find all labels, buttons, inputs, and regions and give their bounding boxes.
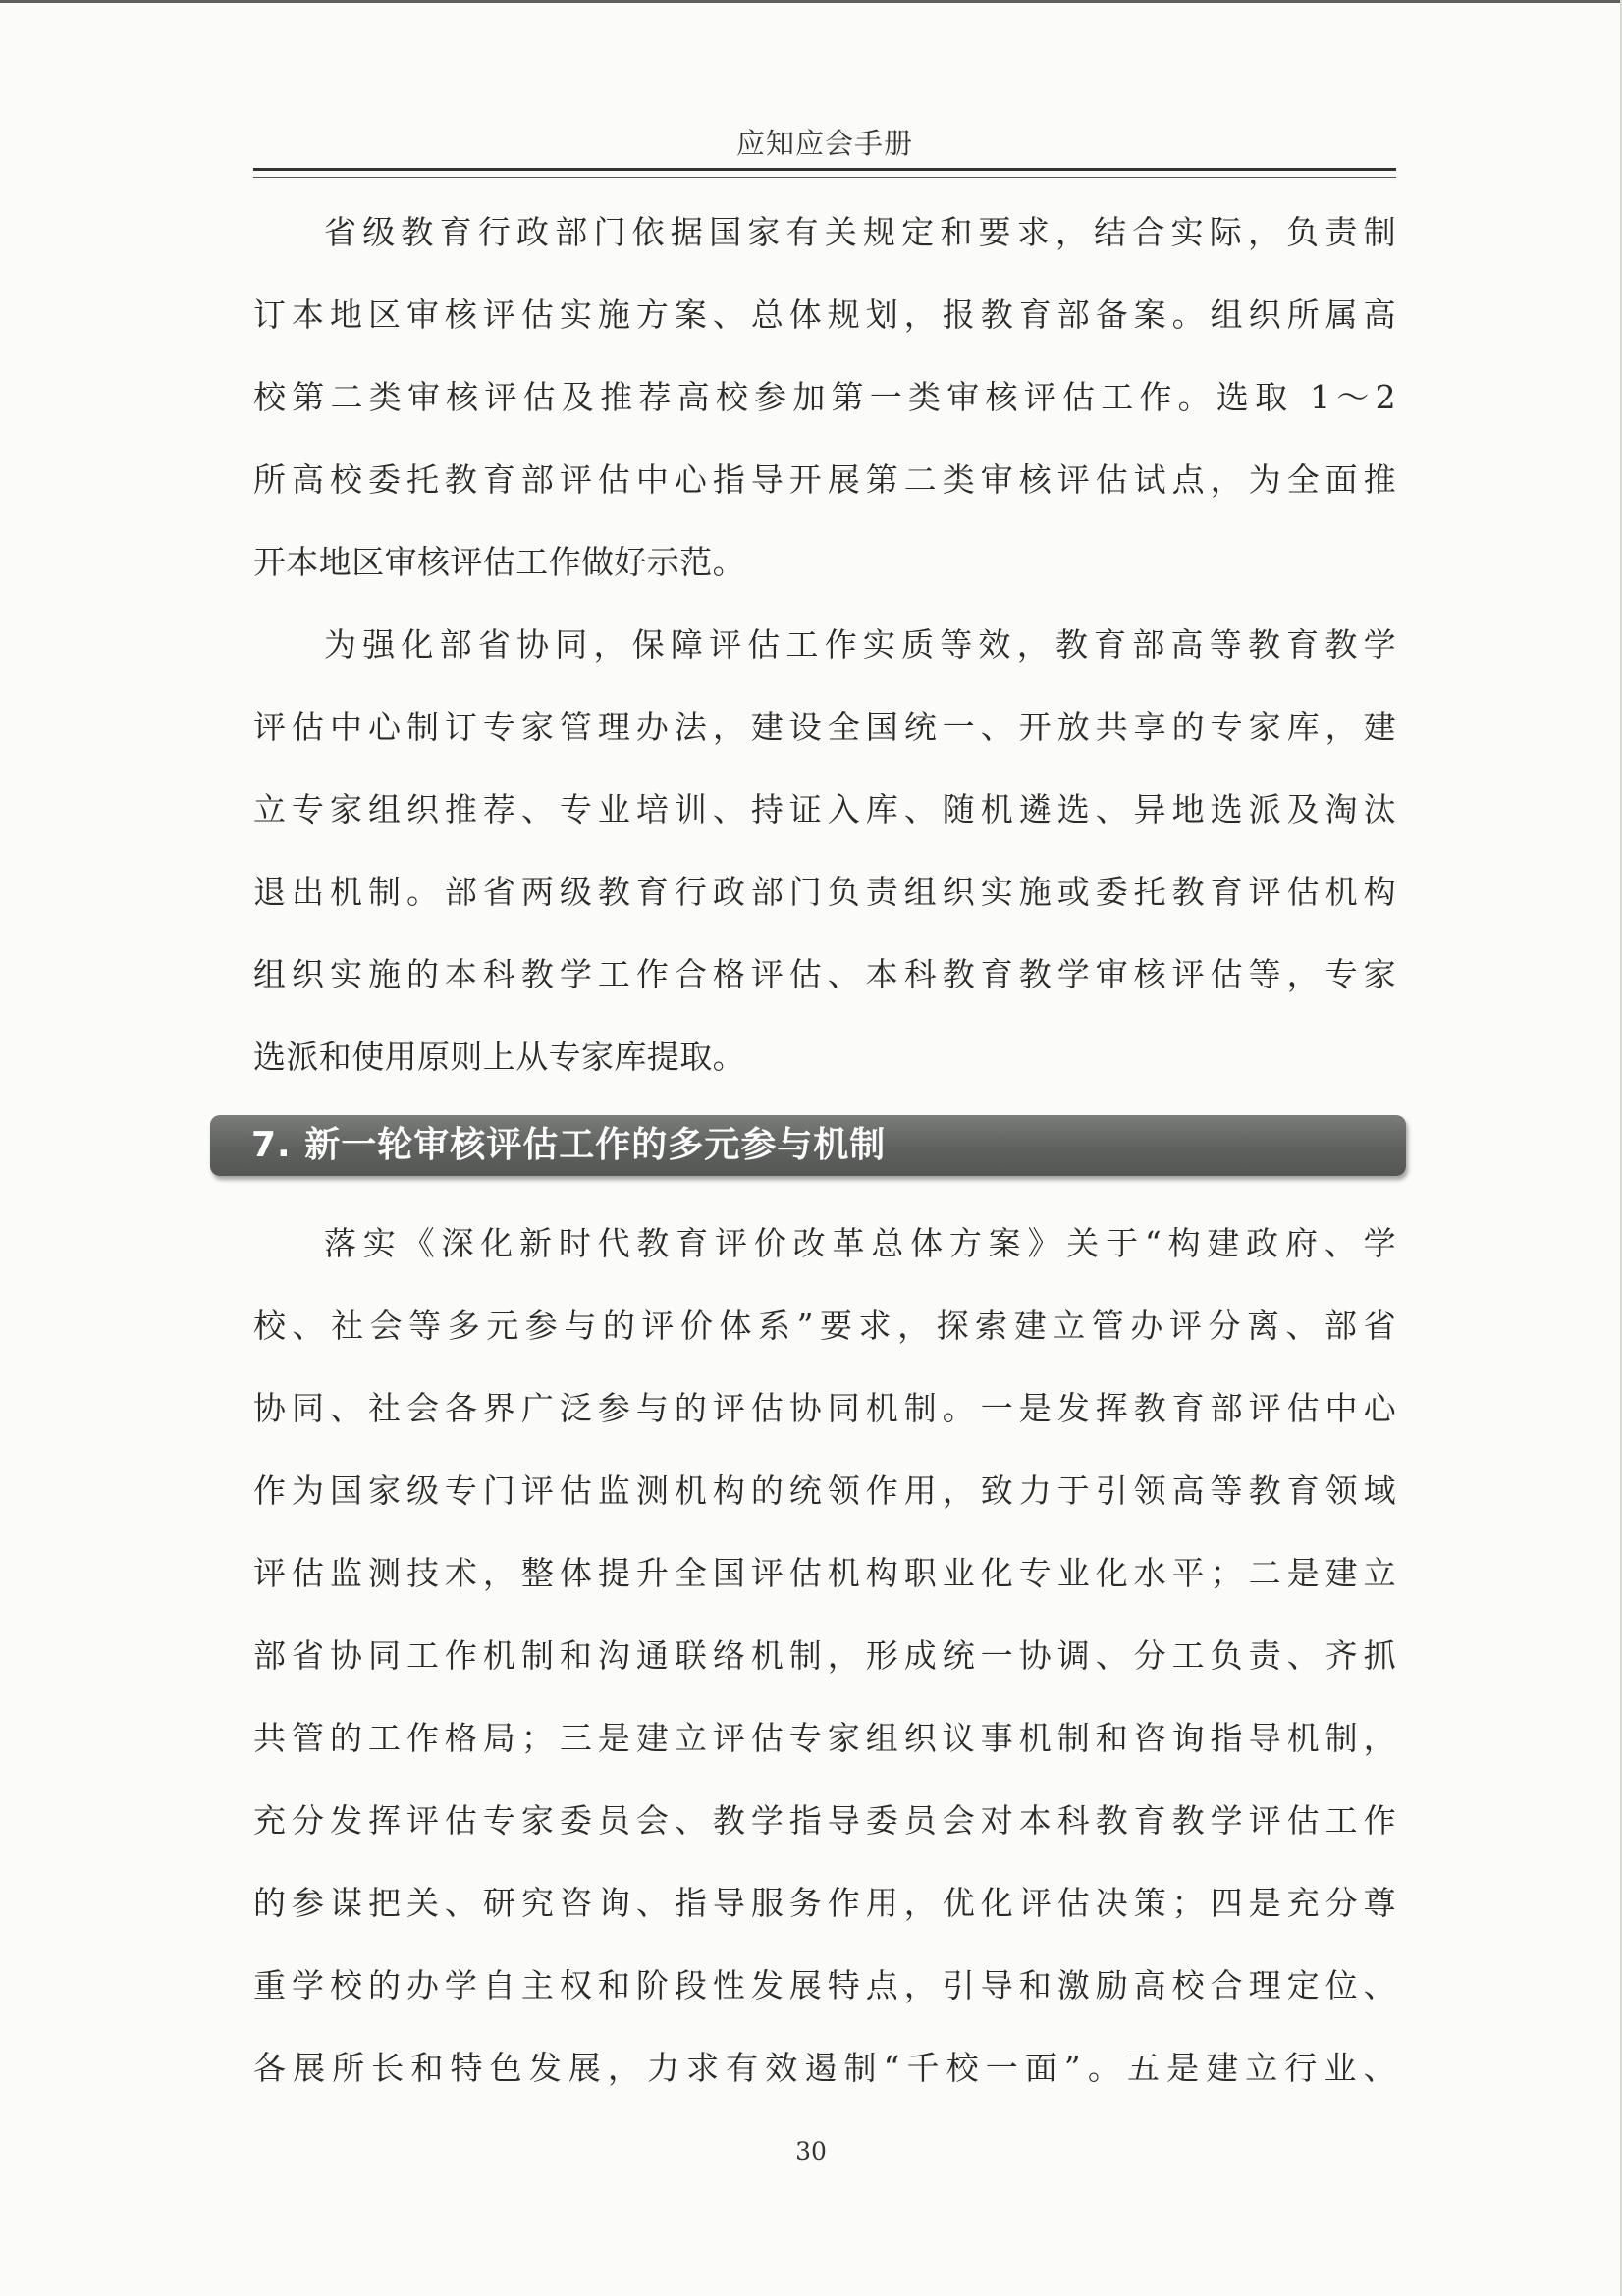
scan-edge-top <box>0 0 1622 3</box>
paragraph-line: 评估中心制订专家管理办法，建设全国统一、开放共享的专家库，建 <box>253 708 1396 746</box>
paragraph-line: 开本地区审核评估工作做好示范。 <box>253 543 745 581</box>
paragraph-provincial-responsibility <box>253 191 1396 604</box>
paragraph-line: 省级教育行政部门依据国家有关规定和要求，结合实际，负责制 <box>324 213 1396 251</box>
paragraph-line: 落实《深化新时代教育评价改革总体方案》关于“构建政府、学 <box>324 1224 1396 1262</box>
paragraph-line: 的参谋把关、研究咨询、指导服务作用，优化评估决策；四是充分尊 <box>253 1884 1396 1922</box>
paragraph-line: 所高校委托教育部评估中心指导开展第二类审核评估试点，为全面推 <box>253 460 1396 499</box>
paragraph-line: 各展所长和特色发展，力求有效遏制“千校一面”。五是建立行业、 <box>253 2049 1396 2087</box>
paragraph-line: 退出机制。部省两级教育行政部门负责组织实施或委托教育评估机构 <box>253 873 1396 911</box>
paragraph-line: 作为国家级专门评估监测机构的统领作用，致力于引领高等教育领域 <box>253 1471 1396 1510</box>
paragraph-line: 评估监测技术，整体提升全国评估机构职业化专业化水平；二是建立 <box>253 1554 1396 1592</box>
running-header-title: 应知应会手册 <box>735 127 913 160</box>
paragraph-line: 校、社会等多元参与的评价体系”要求，探索建立管办评分离、部省 <box>253 1307 1396 1345</box>
header-rule-thin <box>253 177 1396 178</box>
paragraph-line: 校第二类审核评估及推荐高校参加第一类审核评估工作。选取 1～2 <box>253 378 1396 416</box>
paragraph-line: 选派和使用原则上从专家库提取。 <box>253 1038 745 1076</box>
section-heading: 7. 新一轮审核评估工作的多元参与机制 <box>210 1115 1406 1176</box>
paragraph-multi-participation <box>253 1202 1396 2109</box>
paragraph-line: 部省协同工作机制和沟通联络机制，形成统一协调、分工负责、齐抓 <box>253 1636 1396 1675</box>
paragraph-line: 协同、社会各界广泛参与的评估协同机制。一是发挥教育部评估中心 <box>253 1389 1396 1427</box>
paragraph-line: 立专家组织推荐、专业培训、持证入库、随机遴选、异地选派及淘汰 <box>253 790 1396 828</box>
paragraph-line: 为强化部省协同，保障评估工作实质等效，教育部高等教育教学 <box>324 625 1396 664</box>
paragraph-line: 共管的工作格局；三是建立评估专家组织议事机制和咨询指导机制， <box>253 1719 1396 1757</box>
header-rule-thick <box>253 168 1396 171</box>
paragraph-line: 充分发挥评估专家委员会、教学指导委员会对本科教育教学评估工作 <box>253 1801 1396 1840</box>
paragraph-line: 订本地区审核评估实施方案、总体规划，报教育部备案。组织所属高 <box>253 295 1396 334</box>
page-number: 30 <box>795 2137 827 2165</box>
paragraph-line: 组织实施的本科教学工作合格评估、本科教育教学审核评估等，专家 <box>253 955 1396 993</box>
paragraph-line: 重学校的办学自主权和阶段性发展特点，引导和激励高校合理定位、 <box>253 1966 1396 2004</box>
paragraph-expert-management <box>253 604 1396 1098</box>
